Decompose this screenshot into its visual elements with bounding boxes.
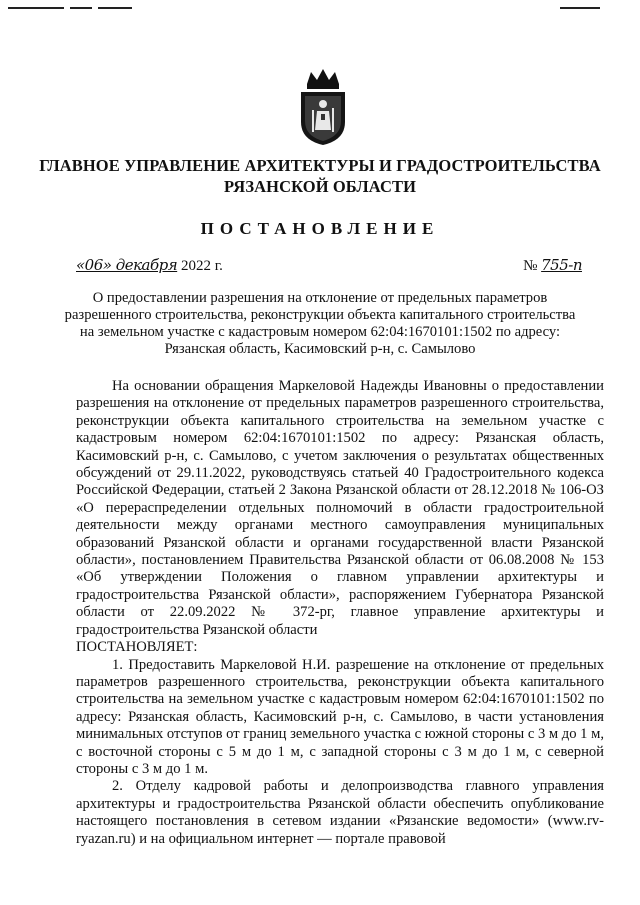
subject-line: О предоставлении разрешения на отклонение от предельных параметров xyxy=(92,290,548,306)
resolves-heading: ПОСТАНОВЛЯЕТ: xyxy=(76,639,198,656)
subject-line: на земельном участке с кадастровым номером 62:04:1670101:1502 по адресу: xyxy=(79,324,561,340)
document-type: ПОСТАНОВЛЕНИЕ xyxy=(200,219,440,238)
item-1-paragraph: 1. Предоставить Маркеловой Н.И. разрешение на отклонение от предельных параметров разрешенного строительства, реконструкции объекта капитального строительства на земельном участке с кадастровым номером 62:04:1670101:1502 по адресу: Рязанская область, Касимовский р-н, с. Самылово, в части установления минимальных отступов от границ земельного участка с южной стороны с 3 м до 1 м, с восточной стороны с 5 м до 1 м, с западной стороны с 3 м до 1 м, с северной стороны с 3 м до 1 м. xyxy=(76,656,604,777)
org-line-2: РЯЗАНСКОЙ ОБЛАСТИ xyxy=(223,177,417,196)
preamble-paragraph: На основании обращения Маркеловой Надежды Ивановны о предоставлении разрешения на отклонение от предельных параметров разрешенного строительства, реконструкции объекта капитального строительства на земельном участке с кадастровым номером 62:04:1670101:1502 по адресу: Рязанская область, Касимовский р-н, с. Самылово, с учетом заключения о результатах общественных обсуждений от 29.11.2022, руководствуясь статьей 40 Градостроительного кодекса Российской Федерации, статьей 2 Закона Рязанской области от 28.12.2018 № 106-ОЗ «О перераспределении отдельных полномочий в области градостроительной деятельности между органами местного самоуправления муниципальных образований Рязанской области и органами государственной власти Рязанской области», постановлением Правительства Рязанской области от 06.08.2008 № 153 «Об утверждении Положения о главном управлении архитектуры и градостроительства Рязанской области», распоряжением Губернатора Рязанской области от 22.09.2022 № 372-рг, главное управление архитектуры и градостроительства Рязанской области xyxy=(76,378,604,638)
subject-line: Рязанская область, Касимовский р-н, с. Самылово xyxy=(164,341,476,357)
document-subject xyxy=(60,290,580,358)
scan-top-edge xyxy=(0,4,640,12)
document-body xyxy=(76,378,604,848)
item-2-paragraph: 2. Отделу кадровой работы и делопроизводства главного управления архитектуры и градостроительства Рязанской области обеспечить опубликование настоящего постановления в сетевом издании «Рязанские ведомости» (www.rv-ryazan.ru) и на официальном интернет — портале правовой xyxy=(76,778,604,847)
org-line-1: ГЛАВНОЕ УПРАВЛЕНИЕ АРХИТЕКТУРЫ И ГРАДОСТРОИТЕЛЬСТВА xyxy=(39,156,601,175)
document-number xyxy=(523,256,582,275)
coat-of-arms-icon xyxy=(295,66,351,146)
date-handwritten: «06» декабря xyxy=(76,256,178,274)
date-year: 2022 г. xyxy=(180,258,223,274)
number-prefix: № xyxy=(523,258,538,274)
organization-name xyxy=(0,155,640,197)
document-date xyxy=(76,256,223,275)
subject-line: разрешенного строительства, реконструкции объекта капитального строительства xyxy=(64,307,576,323)
number-handwritten: 755-п xyxy=(541,256,582,274)
